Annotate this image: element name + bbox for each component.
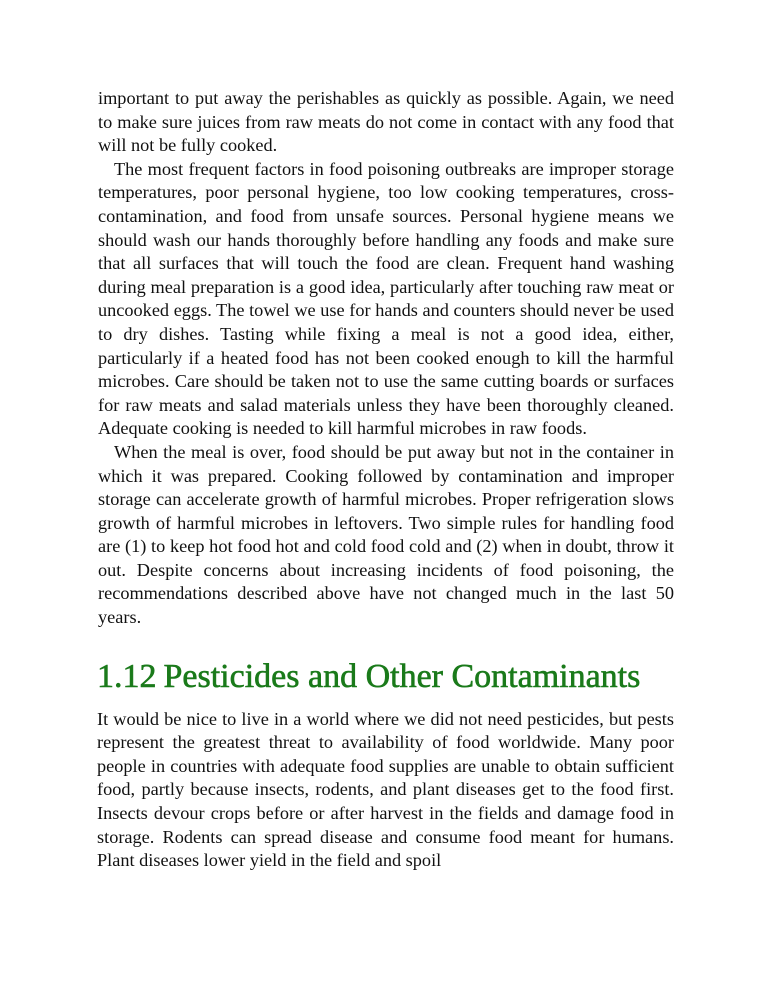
body-paragraph-food-poisoning-factors: The most frequent factors in food poisoning outbreaks are improper storage temperatures, poor personal hygiene, too low cooking temperatures, cross-contamination, and food from unsafe sources. Personal hygiene means we should wash our hands thoroughly before handling any foods and make sure that all surfaces that will touch the food are clean. Frequent hand washing during meal preparation is a good idea, particularly after touching raw meat or uncooked eggs. The towel we use for hands and counters should never be used to dry dishes. Tasting while fixing a meal is not a good idea, either, particularly if a heated food has not been cooked enough to kill the harmful microbes. Care should be taken not to use the same cutting boards or surfaces for raw meats and salad materials unless they have been thoroughly cleaned. Adequate cooking is needed to kill harmful microbes in raw foods. bbox=[98, 158, 674, 439]
section-title: Pesticides and Other Contaminants bbox=[163, 657, 641, 695]
section-heading bbox=[97, 656, 674, 698]
body-paragraph-continued: important to put away the perishables as quickly as possible. Again, we need to make sure juices from raw meats do not come in contact with any food that will not be fully cooked. bbox=[98, 88, 674, 156]
document-page bbox=[98, 87, 674, 873]
body-paragraph-leftovers: When the meal is over, food should be put away but not in the container in which it was prepared. Cooking followed by contamination and improper storage can accelerate growth of harmful microbes. Proper refrigeration slows growth of harmful microbes in leftovers. Two simple rules for handling food are (1) to keep hot food hot and cold food cold and (2) when in doubt, throw it out. Despite concerns about increasing incidents of food poisoning, the recommendations described above have not changed much in the last 50 years. bbox=[98, 441, 674, 628]
body-paragraph-pesticides: It would be nice to live in a world where we did not need pesticides, but pests represent the greatest threat to availability of food worldwide. Many poor people in countries with adequate food supplies are unable to obtain sufficient food, partly because insects, rodents, and plant diseases get to the food first. Insects devour crops before or after harvest in the fields and damage food in storage. Rodents can spread disease and consume food meant for humans. Plant diseases lower yield in the field and spoil bbox=[97, 708, 674, 871]
section-number: 1.12 bbox=[97, 657, 157, 695]
